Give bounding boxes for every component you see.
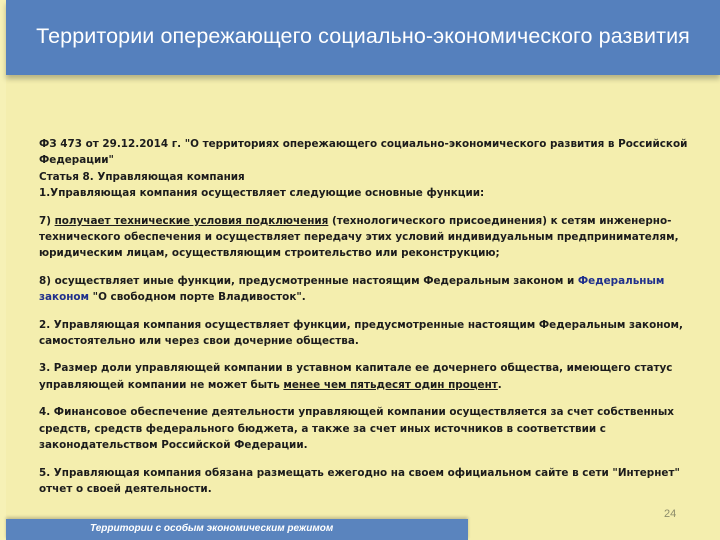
paragraph-5: 5. Управляющая компания обязана размещать ежегодно на своем официальном сайте в сети "Интернет" отчет о своей деятельности. xyxy=(39,466,680,495)
spacer xyxy=(39,454,689,465)
spacer xyxy=(39,349,689,360)
title-bar xyxy=(6,0,720,75)
slide-left-edge xyxy=(0,0,6,540)
paragraph-7-text: (технологического присоединения) к сетям инженерно-технического обеспечения и осуществляет передачу этих условий индивидуальным предпринимателям, юридическим лицам, осуществляющим строительство или реконструкцию; xyxy=(39,214,679,260)
paragraph-7 xyxy=(39,213,689,262)
footer-label: Территории с особым экономическим режимом xyxy=(90,523,334,534)
paragraph-3-end: . xyxy=(497,378,502,391)
footer-bar xyxy=(6,519,468,540)
link-share-percent[interactable]: менее чем пятьдесят один процент xyxy=(283,378,498,391)
paragraph-4: 4. Финансовое обеспечение деятельности управляющей компании осуществляется за счет собственных средств, средств федерального бюджета, а также за счет иных источников в соответствии с законодательством Российской Федерации. xyxy=(39,406,674,452)
paragraph-3 xyxy=(39,360,689,393)
article-heading: Статья 8. Управляющая компания xyxy=(39,170,245,183)
spacer xyxy=(39,262,689,273)
paragraph-7-number: 7) xyxy=(39,214,55,227)
paragraph-8-text: 8) осуществляет иные функции, предусмотренные настоящим Федеральным законом и xyxy=(39,274,578,287)
link-technical-conditions[interactable]: получает технические условия подключения xyxy=(54,214,329,227)
law-title: ФЗ 473 от 29.12.2014 г. "О территориях опережающего социально-экономического развития в Российской Федерации" xyxy=(39,138,688,167)
paragraph-8-end: "О свободном порте Владивосток". xyxy=(89,291,306,304)
spacer xyxy=(39,393,689,404)
paragraph-3-text: 3. Размер доли управляющей компании в уставном капитале ее дочернего общества, имеющего статус управляющей компании не может быть xyxy=(39,362,673,391)
paragraph-1: 1.Управляющая компания осуществляет следующие основные функции: xyxy=(39,187,485,200)
slide-title: Территории опережающего социально-экономического развития xyxy=(36,24,690,48)
paragraph-8 xyxy=(39,273,689,306)
spacer xyxy=(39,202,689,213)
spacer xyxy=(39,306,689,317)
paragraph-2: 2. Управляющая компания осуществляет функции, предусмотренные настоящим Федеральным законом, самостоятельно или через свои дочерние общества. xyxy=(39,318,683,348)
slide-body xyxy=(39,136,689,497)
link-federal-law[interactable]: Федеральным законом xyxy=(39,274,665,304)
page-number: 24 xyxy=(664,508,677,520)
